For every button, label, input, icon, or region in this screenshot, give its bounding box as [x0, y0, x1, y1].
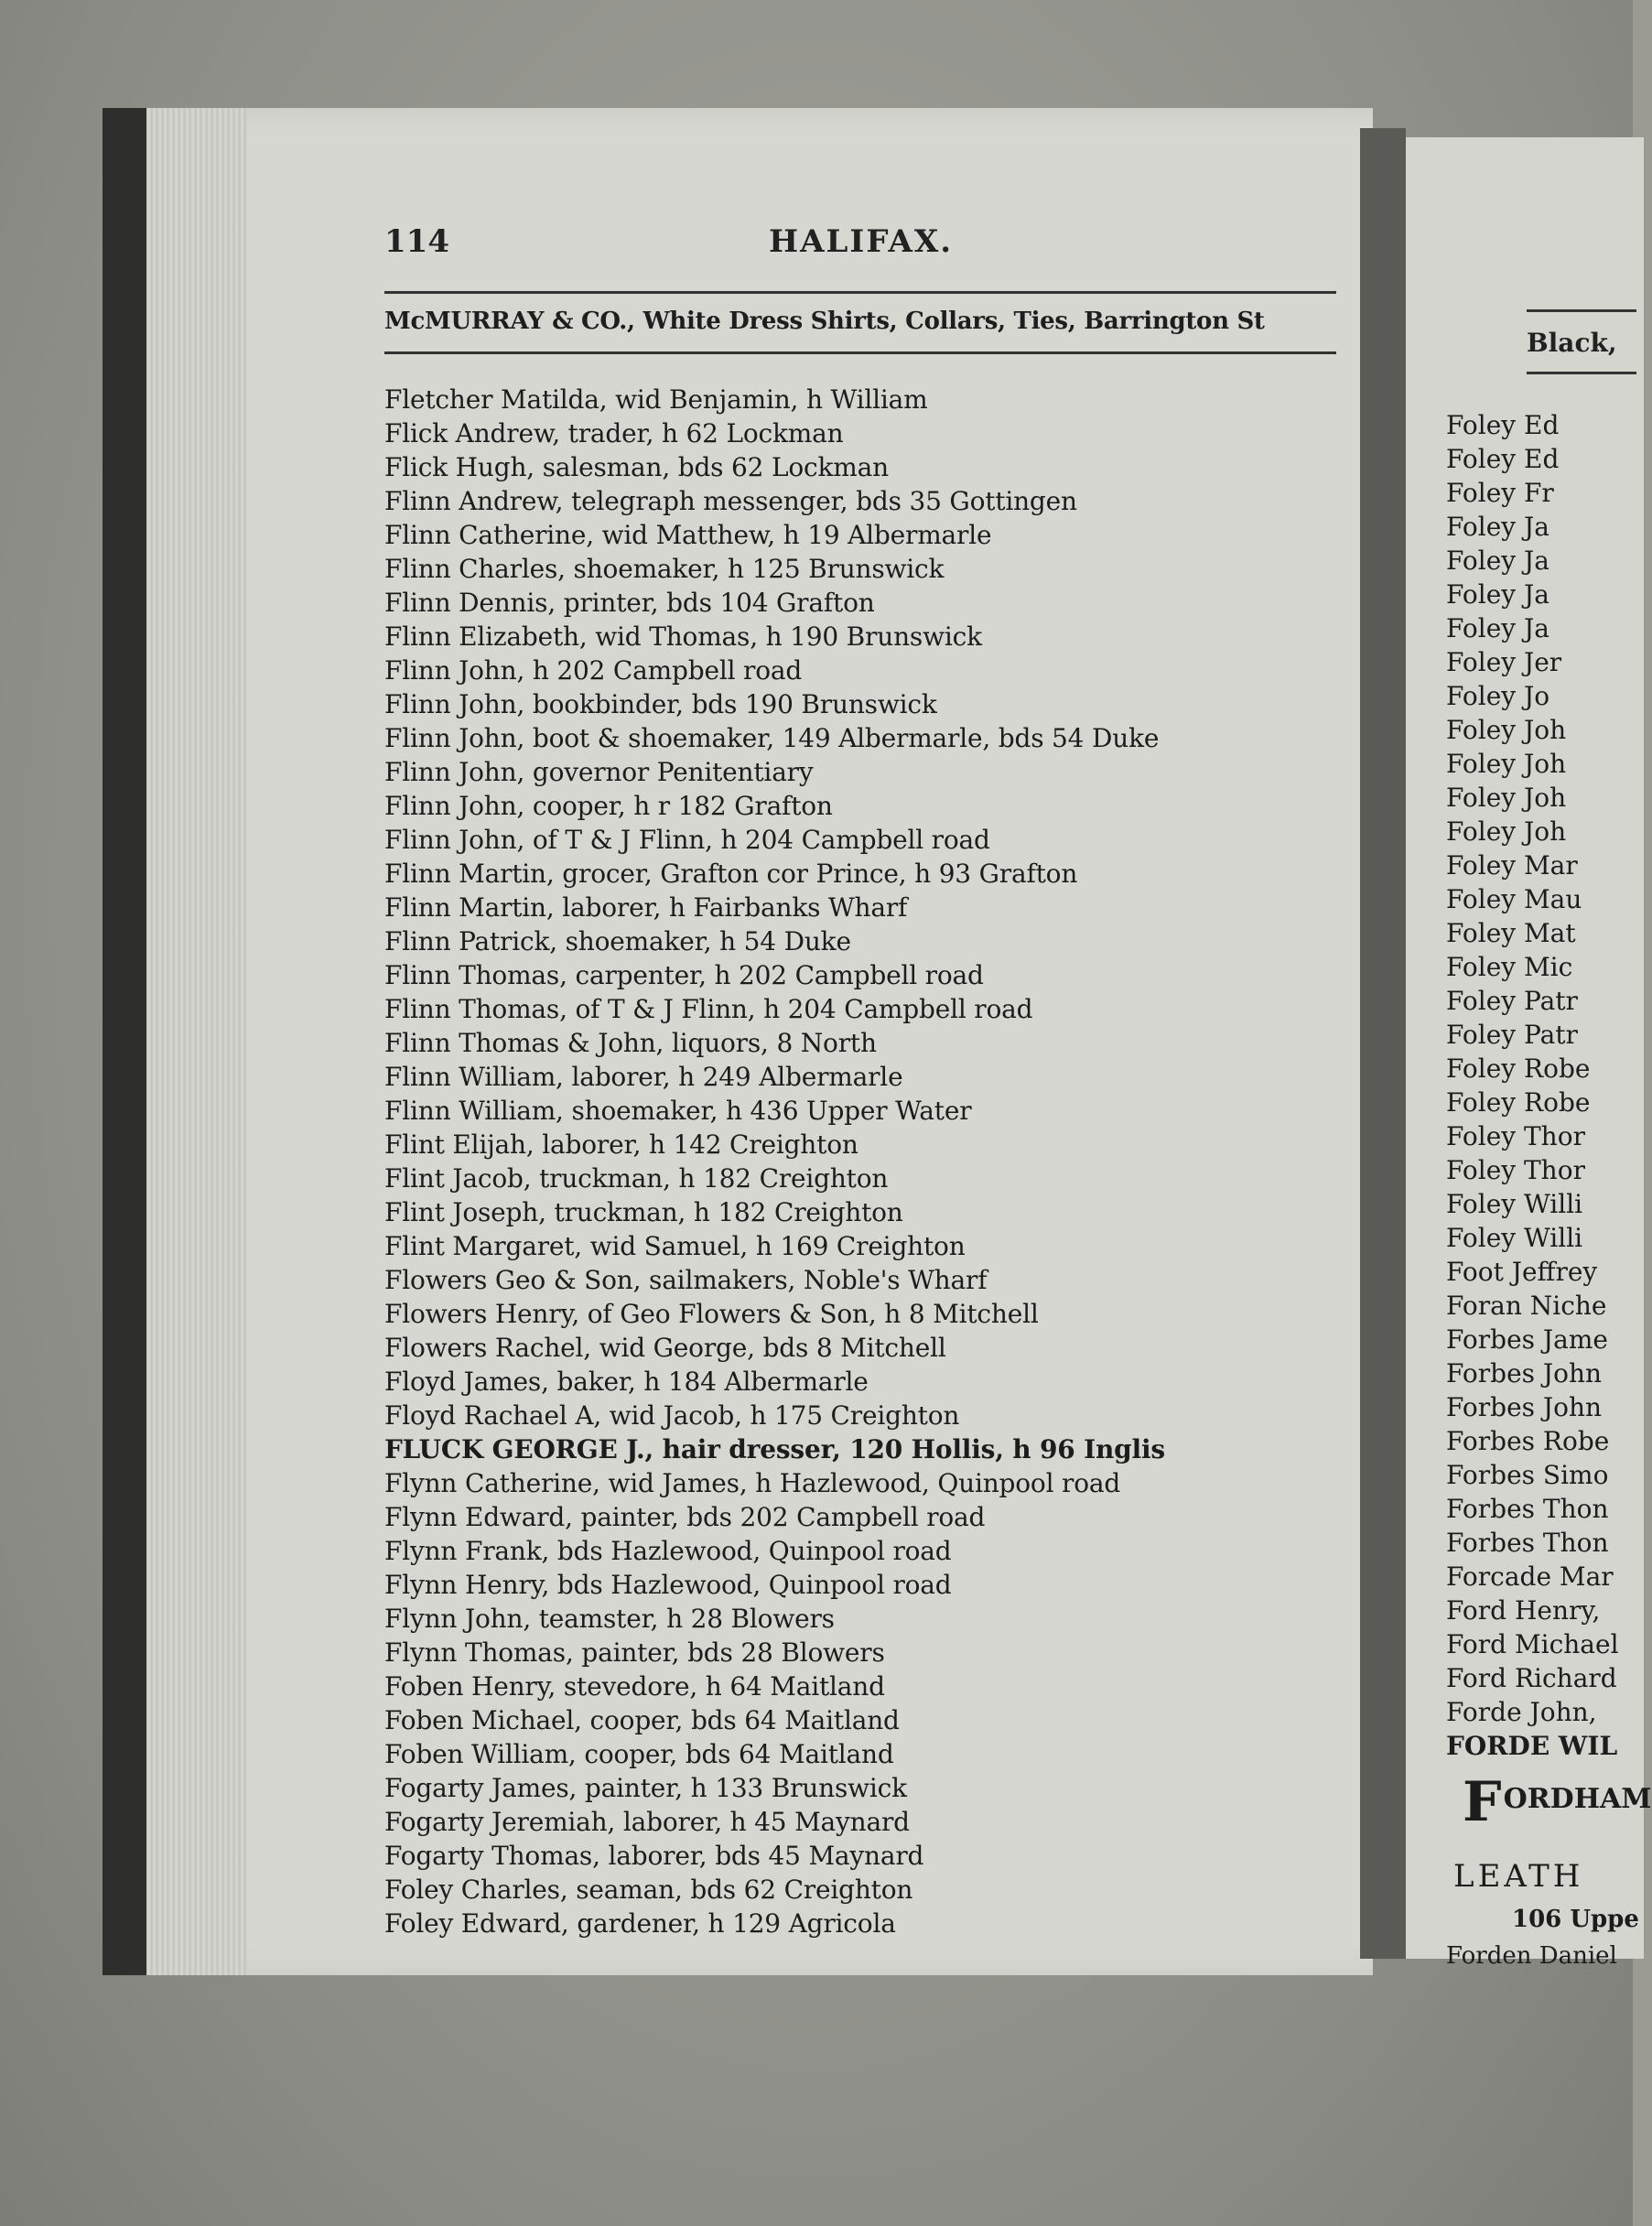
directory-entry: Flynn Henry, bds Hazlewood, Quinpool road — [384, 1570, 952, 1600]
right-directory-entry: Forcade Mar — [1446, 1561, 1614, 1592]
right-directory-entry: Forbes Simo — [1446, 1460, 1609, 1490]
directory-entry: Foben William, cooper, bds 64 Maitland — [384, 1739, 894, 1769]
directory-entry: Foley Edward, gardener, h 129 Agricola — [384, 1908, 896, 1939]
directory-entry: Flinn John, bookbinder, bds 190 Brunswick — [384, 689, 937, 719]
directory-entry: Flint Margaret, wid Samuel, h 169 Creighton — [384, 1231, 966, 1261]
directory-entry: Flinn Charles, shoemaker, h 125 Brunswick — [384, 554, 945, 584]
right-directory-entry: Forbes John — [1446, 1392, 1603, 1422]
right-directory-entry: Forbes John — [1446, 1358, 1603, 1389]
right-directory-entry: Foley Ja — [1446, 512, 1549, 542]
right-header-rule-top — [1527, 309, 1636, 312]
right-directory-entry: Foley Thor — [1446, 1155, 1585, 1185]
directory-entry: Fogarty Jeremiah, laborer, h 45 Maynard — [384, 1807, 910, 1837]
directory-entry: Flinn Martin, grocer, Grafton cor Prince, h 93 Grafton — [384, 859, 1078, 889]
directory-entry: Flynn John, teamster, h 28 Blowers — [384, 1604, 835, 1634]
directory-entry: Flinn John, of T & J Flinn, h 204 Campbell road — [384, 825, 990, 855]
right-directory-entry: Foley Ja — [1446, 546, 1549, 576]
right-directory-entry: Ford Richard — [1446, 1663, 1617, 1693]
directory-entry: Flinn Catherine, wid Matthew, h 19 Albermarle — [384, 520, 992, 550]
right-directory-entry: Foley Ja — [1446, 579, 1549, 610]
right-directory-entry: Foley Joh — [1446, 715, 1567, 745]
directory-entry: Foben Michael, cooper, bds 64 Maitland — [384, 1705, 900, 1735]
right-directory-entry: Foley Mat — [1446, 918, 1576, 948]
directory-entries — [384, 383, 1355, 1940]
right-directory-entry: Foley Ja — [1446, 613, 1549, 643]
right-directory-entry: Foley Jer — [1446, 647, 1562, 677]
directory-entry: Flinn Martin, laborer, h Fairbanks Wharf — [384, 892, 908, 923]
directory-entry: Flinn John, governor Penitentiary — [384, 757, 814, 787]
directory-entry: Fletcher Matilda, wid Benjamin, h William — [384, 384, 928, 415]
directory-entry: Foley Charles, seaman, bds 62 Creighton — [384, 1875, 913, 1905]
right-page-advert-name-rest: ORDHAM — [1503, 1783, 1652, 1815]
directory-entry: Fogarty Thomas, laborer, bds 45 Maynard — [384, 1841, 924, 1871]
right-directory-entry: Foley Patr — [1446, 986, 1578, 1016]
right-page-entries — [1446, 408, 1638, 1763]
right-directory-entry: Foley Ed — [1446, 444, 1560, 474]
directory-entry: Flynn Catherine, wid James, h Hazlewood, Quinpool road — [384, 1468, 1121, 1498]
right-page-advert-name — [1463, 1770, 1652, 1834]
directory-entry: Flinn John, cooper, h r 182 Grafton — [384, 791, 833, 821]
right-directory-entry: Foley Joh — [1446, 783, 1567, 813]
directory-entry: Flinn Thomas, of T & J Flinn, h 204 Campbell road — [384, 994, 1033, 1024]
directory-entry: Flowers Rachel, wid George, bds 8 Mitchell — [384, 1333, 946, 1363]
directory-entry: Flowers Geo & Son, sailmakers, Noble's Wharf — [384, 1265, 988, 1295]
directory-entry: Flint Elijah, laborer, h 142 Creighton — [384, 1129, 858, 1160]
right-directory-entry: Ford Michael — [1446, 1629, 1619, 1659]
directory-entry: Flinn Thomas & John, liquors, 8 North — [384, 1028, 877, 1058]
advertising-banner: McMURRAY & CO., White Dress Shirts, Collars, Ties, Barrington St — [384, 308, 1265, 335]
directory-entry: Flinn Dennis, printer, bds 104 Grafton — [384, 588, 875, 618]
directory-entry: Floyd Rachael A, wid Jacob, h 175 Creighton — [384, 1400, 960, 1431]
header-rule-bottom — [384, 351, 1336, 354]
right-page-last-entry: Forden Daniel — [1446, 1942, 1617, 1970]
right-directory-entry: Forbes Robe — [1446, 1426, 1610, 1456]
directory-entry: Flinn Elizabeth, wid Thomas, h 190 Brunswick — [384, 621, 982, 652]
directory-entry: Flynn Edward, painter, bds 202 Campbell road — [384, 1502, 986, 1532]
right-directory-entry: Foran Niche — [1446, 1291, 1607, 1321]
directory-entry: Flint Jacob, truckman, h 182 Creighton — [384, 1163, 889, 1194]
running-title: HALIFAX. — [769, 223, 954, 260]
directory-entry: Flinn John, boot & shoemaker, 149 Albermarle, bds 54 Duke — [384, 723, 1160, 753]
right-directory-entry: Foley Joh — [1446, 749, 1567, 779]
directory-entry: Flick Andrew, trader, h 62 Lockman — [384, 418, 844, 448]
directory-entry: Floyd James, baker, h 184 Albermarle — [384, 1367, 869, 1397]
right-header-rule-bottom — [1527, 372, 1636, 374]
right-directory-entry: Forde John, — [1446, 1697, 1597, 1727]
right-directory-entry: Foot Jeffrey — [1446, 1257, 1598, 1287]
right-directory-entry: Foley Mau — [1446, 884, 1582, 914]
directory-entry: Flinn Patrick, shoemaker, h 54 Duke — [384, 926, 851, 956]
right-directory-entry: Foley Mar — [1446, 850, 1578, 881]
right-directory-entry: Foley Jo — [1446, 681, 1550, 711]
right-page-advert-initial: F — [1463, 1770, 1502, 1834]
right-directory-entry: Foley Thor — [1446, 1121, 1585, 1151]
directory-entry: FLUCK GEORGE J., hair dresser, 120 Hollis, h 96 Inglis — [384, 1434, 1165, 1464]
right-directory-entry: Foley Robe — [1446, 1087, 1591, 1118]
directory-entry: Flick Hugh, salesman, bds 62 Lockman — [384, 452, 889, 482]
right-directory-entry: Foley Willi — [1446, 1223, 1583, 1253]
right-directory-entry: Foley Robe — [1446, 1054, 1591, 1084]
directory-entry: Flinn William, laborer, h 249 Albermarle — [384, 1062, 903, 1092]
right-directory-entry: Foley Patr — [1446, 1020, 1578, 1050]
right-directory-entry: FORDE WIL — [1446, 1731, 1618, 1761]
page-edge-stack — [146, 108, 247, 1975]
right-directory-entry: Forbes Thon — [1446, 1528, 1609, 1558]
right-directory-entry: Foley Ed — [1446, 410, 1560, 440]
right-directory-entry: Foley Joh — [1446, 816, 1567, 847]
directory-entry: Flint Joseph, truckman, h 182 Creighton — [384, 1197, 903, 1227]
right-directory-entry: Forbes Jame — [1446, 1324, 1608, 1355]
directory-entry: Flinn William, shoemaker, h 436 Upper Water — [384, 1096, 972, 1126]
directory-entry: Flynn Frank, bds Hazlewood, Quinpool road — [384, 1536, 952, 1566]
right-directory-entry: Foley Willi — [1446, 1189, 1583, 1219]
page-header — [384, 223, 1327, 267]
right-page-advert-address: 106 Uppe — [1512, 1906, 1639, 1933]
directory-entry: Foben Henry, stevedore, h 64 Maitland — [384, 1671, 885, 1702]
right-page-header: Black, — [1527, 328, 1617, 358]
directory-entry: Flinn Andrew, telegraph messenger, bds 35 Gottingen — [384, 486, 1077, 516]
directory-entry: Flowers Henry, of Geo Flowers & Son, h 8 Mitchell — [384, 1299, 1039, 1329]
directory-entry: Fogarty James, painter, h 133 Brunswick — [384, 1773, 907, 1803]
page-number: 114 — [384, 223, 449, 260]
right-page-advert-trade: LEATH — [1453, 1858, 1584, 1895]
directory-entry: Flinn Thomas, carpenter, h 202 Campbell road — [384, 960, 984, 990]
right-directory-entry: Forbes Thon — [1446, 1494, 1609, 1524]
right-directory-entry: Foley Fr — [1446, 478, 1554, 508]
directory-entry: Flinn John, h 202 Campbell road — [384, 655, 803, 686]
header-rule-top — [384, 291, 1336, 294]
right-directory-entry: Ford Henry, — [1446, 1595, 1601, 1626]
directory-entry: Flynn Thomas, painter, bds 28 Blowers — [384, 1637, 885, 1668]
right-directory-entry: Foley Mic — [1446, 952, 1573, 982]
book-gutter — [1360, 128, 1406, 1959]
